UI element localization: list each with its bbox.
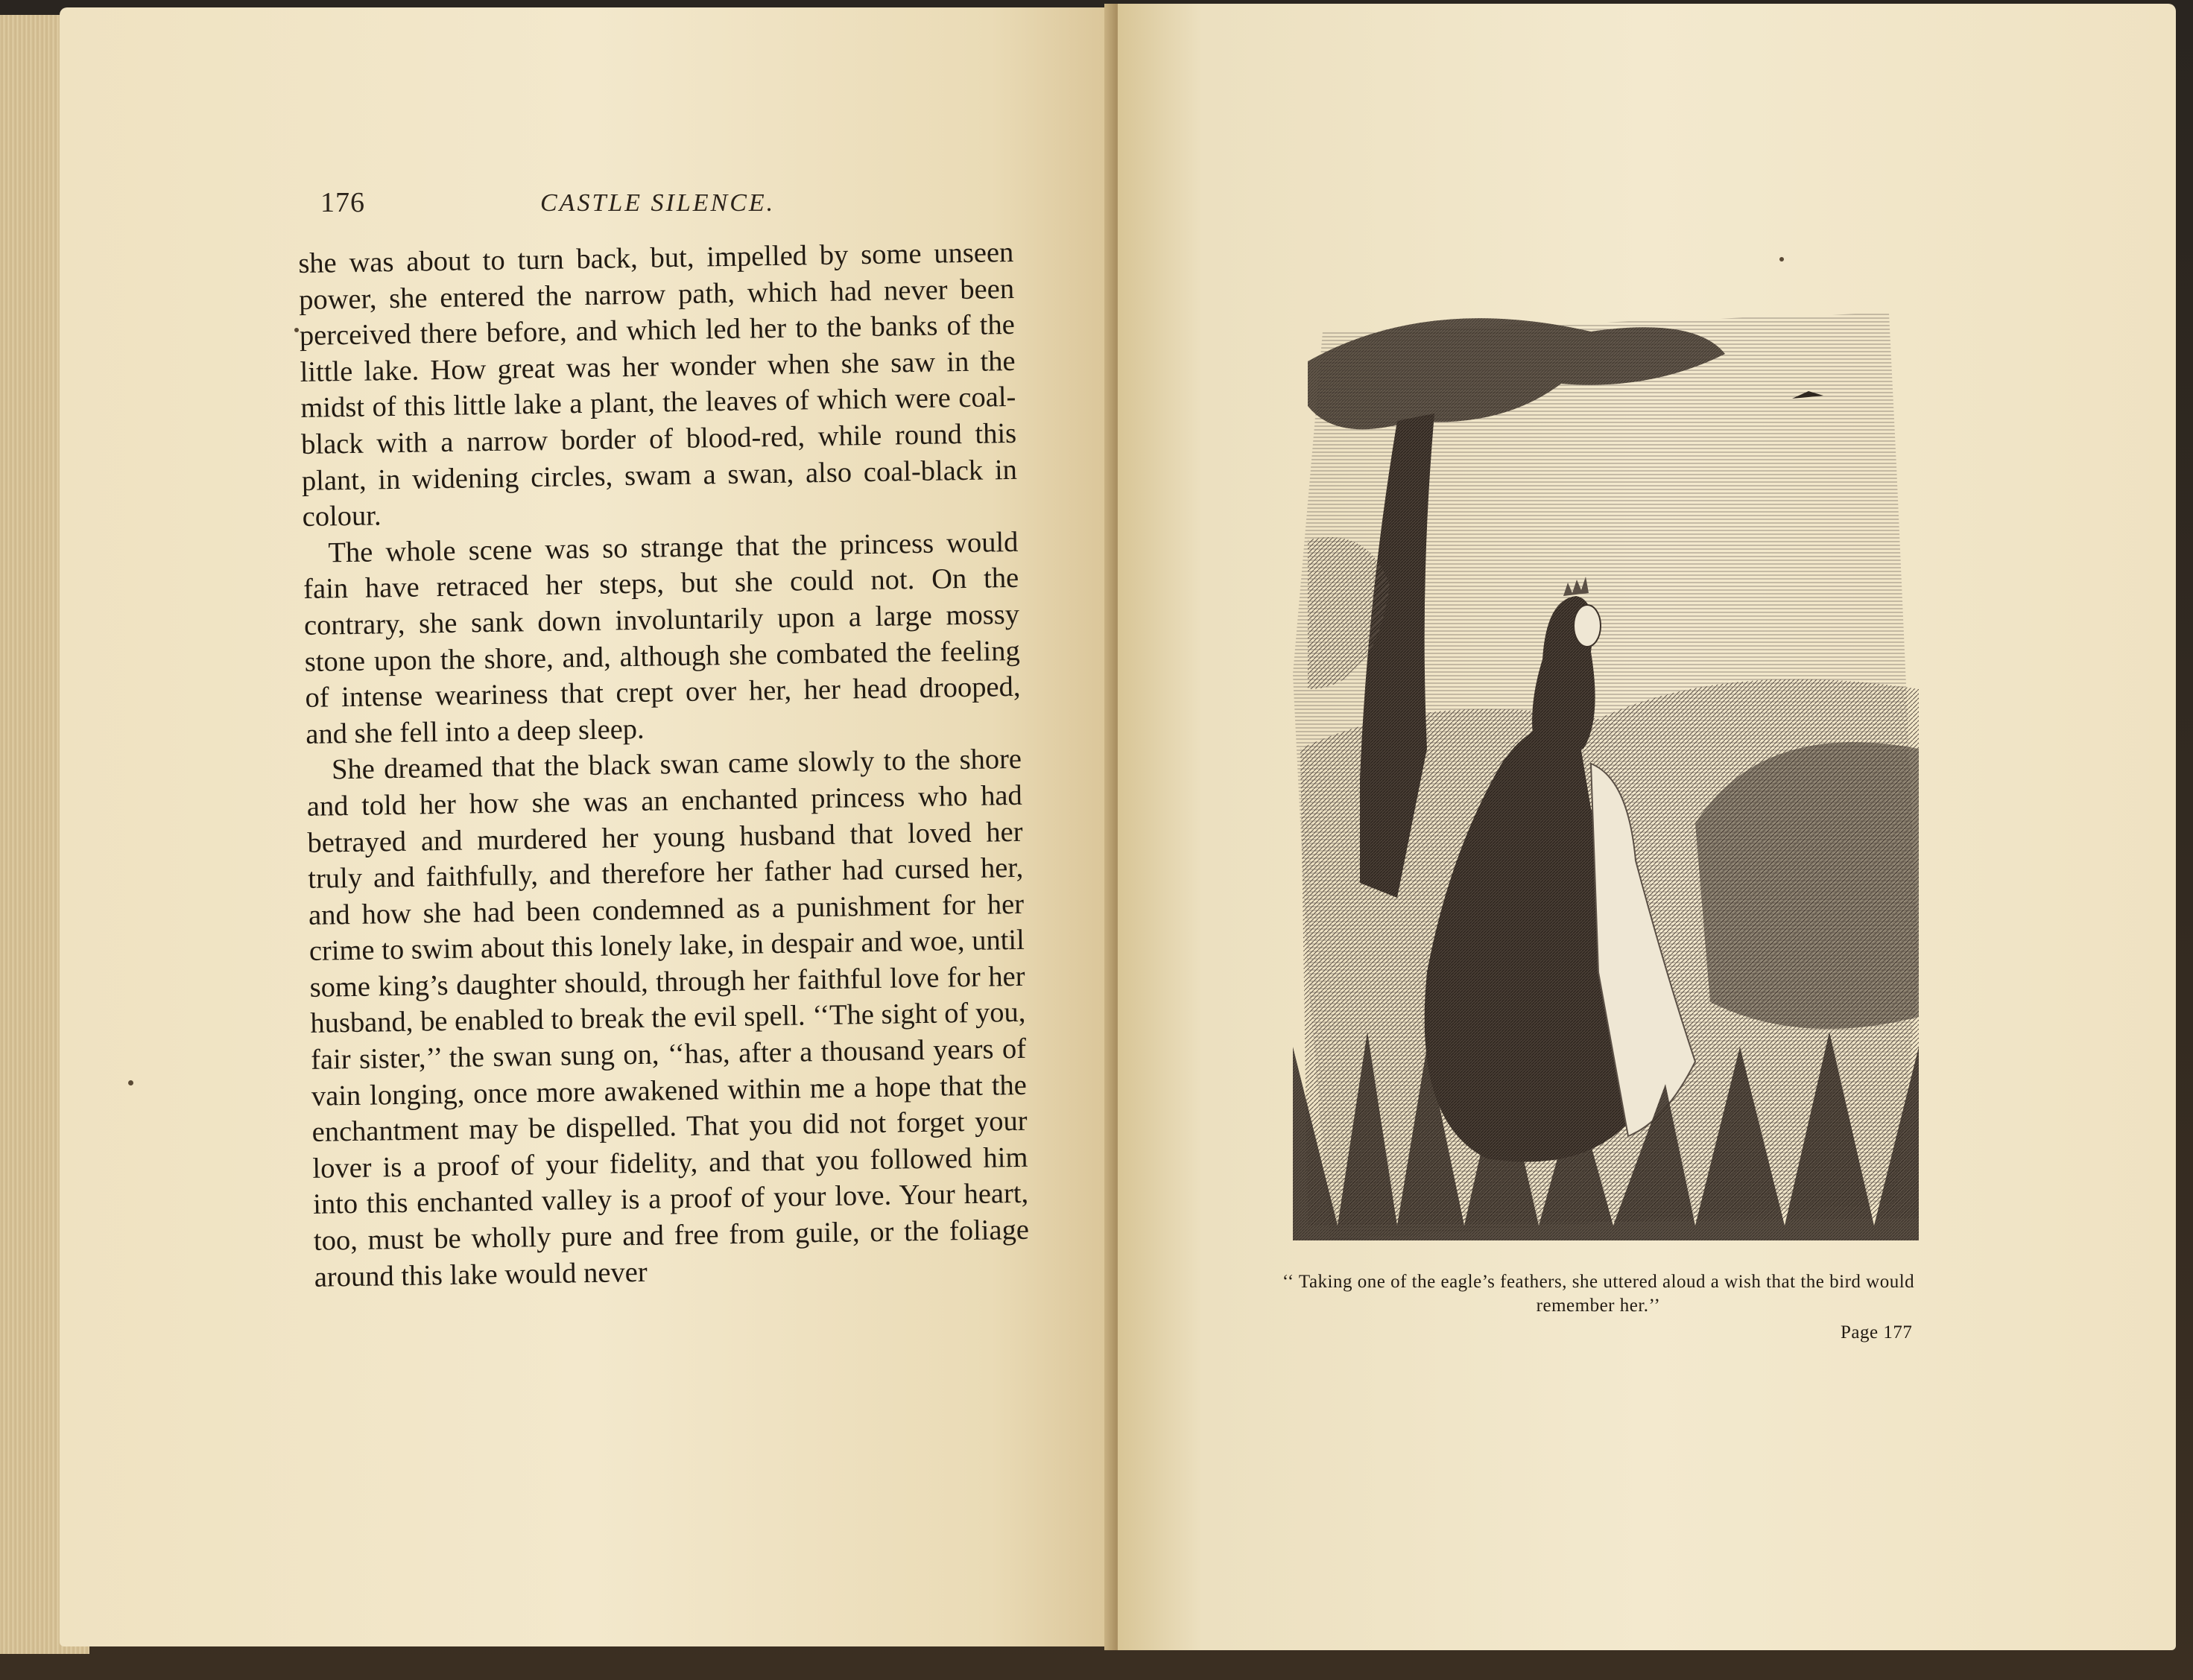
paper-spot [294, 328, 299, 332]
plate-page-reference: Page 177 [1841, 1322, 1913, 1343]
paragraph: The whole scene was so strange that the princess would fain have retraced her steps, but she could not. On the contrary, she sank down involuntarily upon a large mossy stone upon the shore, and, although she combated the feeling of intense weariness that crept over her, her head drooped, and she fell into a deep sleep. [303, 526, 1021, 750]
paragraph: she was about to turn back, but, impelled by some unseen power, she entered the narrow path, which had never been perceived there before, and which led her to the banks of the little lake. How great was her wonder when she saw in the midst of this little lake a plant, the leaves of which were coal-black with a narrow border of blood-red, while round this plant, in widening circles, swam a swan, also coal-black in colour. [298, 236, 1018, 533]
illustration-plate [1278, 302, 1926, 1248]
plate-caption: ‘‘ Taking one of the eagle’s feathers, she uttered aloud a wish that the bird would remember her.’’ [1282, 1272, 1915, 1316]
princess-engraving [1278, 302, 1926, 1248]
paragraph: She dreamed that the black swan came slowly to the shore and told her how she was an enchanted princess who had betrayed and murdered her young husband that loved her truly and faithfully, and therefore her father had cursed her, and how she had been condemned as a punishment for her crime to swim about this lonely lake, in despair and woe, until some king’s daughter should, through her faithful love for her husband, be enabled to break the evil spell. ‘‘The sight of you, fair sister,’’ the swan sung on, ‘‘has, after a thousand years of vain longing, once more awakened within me a hope that the enchantment may be dispelled. That you did not forget your lover is a proof of your fidelity, and that you followed him into this enchanted valley is a proof of your love. Your heart, too, must be wholly pure and free from guile, or the foliage around this lake would never [306, 744, 1030, 1293]
paper-spot [1779, 257, 1784, 261]
page-number: 176 [320, 187, 365, 218]
body-text [298, 235, 1030, 1296]
running-title: CASTLE SILENCE. [540, 189, 776, 217]
paper-spot [128, 1080, 133, 1085]
running-head [320, 186, 1006, 231]
